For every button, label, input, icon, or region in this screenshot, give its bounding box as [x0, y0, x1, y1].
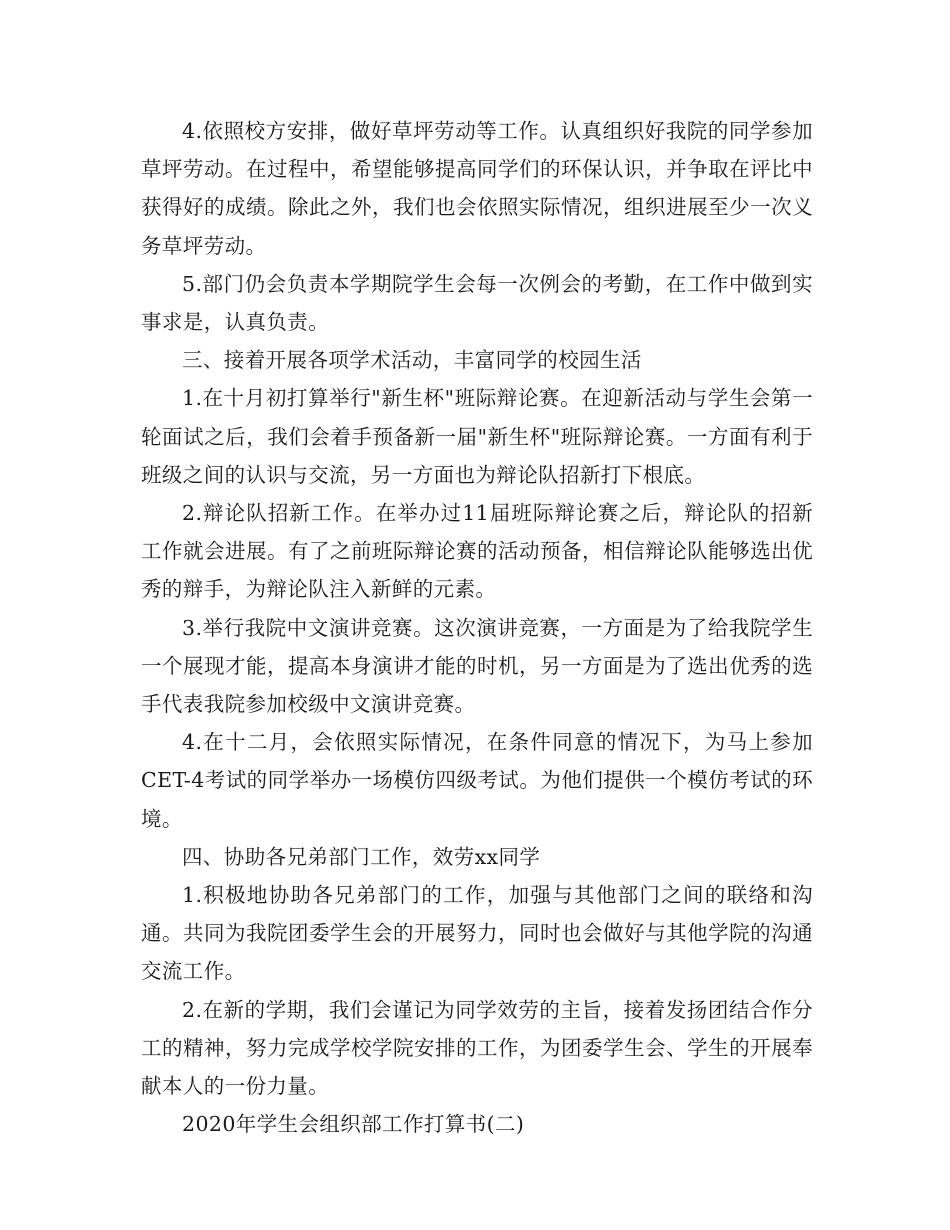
paragraph-speech-contest: 3.举行我院中文演讲竞赛。这次演讲竞赛，一方面是为了给我院学生一个展现才能，提高本身演讲才能的时机，另一方面是为了选出优秀的选手代表我院参加校级中文演讲竞赛。: [141, 615, 813, 717]
paragraph-debate-contest: 1.在十月初打算举行"新生杯"班际辩论赛。在迎新活动与学生会第一轮面试之后，我们会着手预备新一届"新生杯"班际辩论赛。一方面有利于班级之间的认识与交流，另一方面也为辩论队招新打下根底。: [141, 386, 813, 487]
paragraph-service: 2.在新的学期，我们会谨记为同学效劳的主旨，接着发扬团结合作分工的精神，努力完成学校学院安排的工作，为团委学生会、学生的开展奉献本人的一份力量。: [141, 997, 813, 1099]
document-subtitle: 2020年学生会组织部工作打算书(二): [182, 1112, 525, 1137]
paragraph-cooperation: 1.积极地协助各兄弟部门的工作，加强与其他部门之间的联络和沟通。共同为我院团委学生会的开展努力，同时也会做好与其他学院的沟通交流工作。: [141, 883, 813, 984]
paragraph-mock-exam: 4.在十二月，会依照实际情况，在条件同意的情况下，为马上参加CET-4考试的同学举办一场模仿四级考试。为他们提供一个模仿考试的环境。: [141, 730, 813, 831]
document-body: [141, 112, 813, 1143]
section-heading-academic: 三、接着开展各项学术活动，丰富同学的校园生活: [182, 348, 642, 373]
paragraph-attendance: 5.部门仍会负责本学期院学生会每一次例会的考勤，在工作中做到实事求是，认真负责。: [141, 271, 813, 335]
paragraph-lawn-labor: 4.依照校方安排，做好草坪劳动等工作。认真组织好我院的同学参加草坪劳动。在过程中，希望能够提高同学们的环保认识，并争取在评比中获得好的成绩。除此之外，我们也会依照实际情况，组织进展至少一次义务草坪劳动。: [141, 119, 813, 258]
paragraph-debate-recruit: 2.辩论队招新工作。在举办过11届班际辩论赛之后，辩论队的招新工作就会进展。有了之前班际辩论赛的活动预备，相信辩论队能够选出优秀的辩手，为辩论队注入新鲜的元素。: [141, 501, 813, 602]
section-heading-assist: 四、协助各兄弟部门工作，效劳xx同学: [182, 844, 541, 869]
